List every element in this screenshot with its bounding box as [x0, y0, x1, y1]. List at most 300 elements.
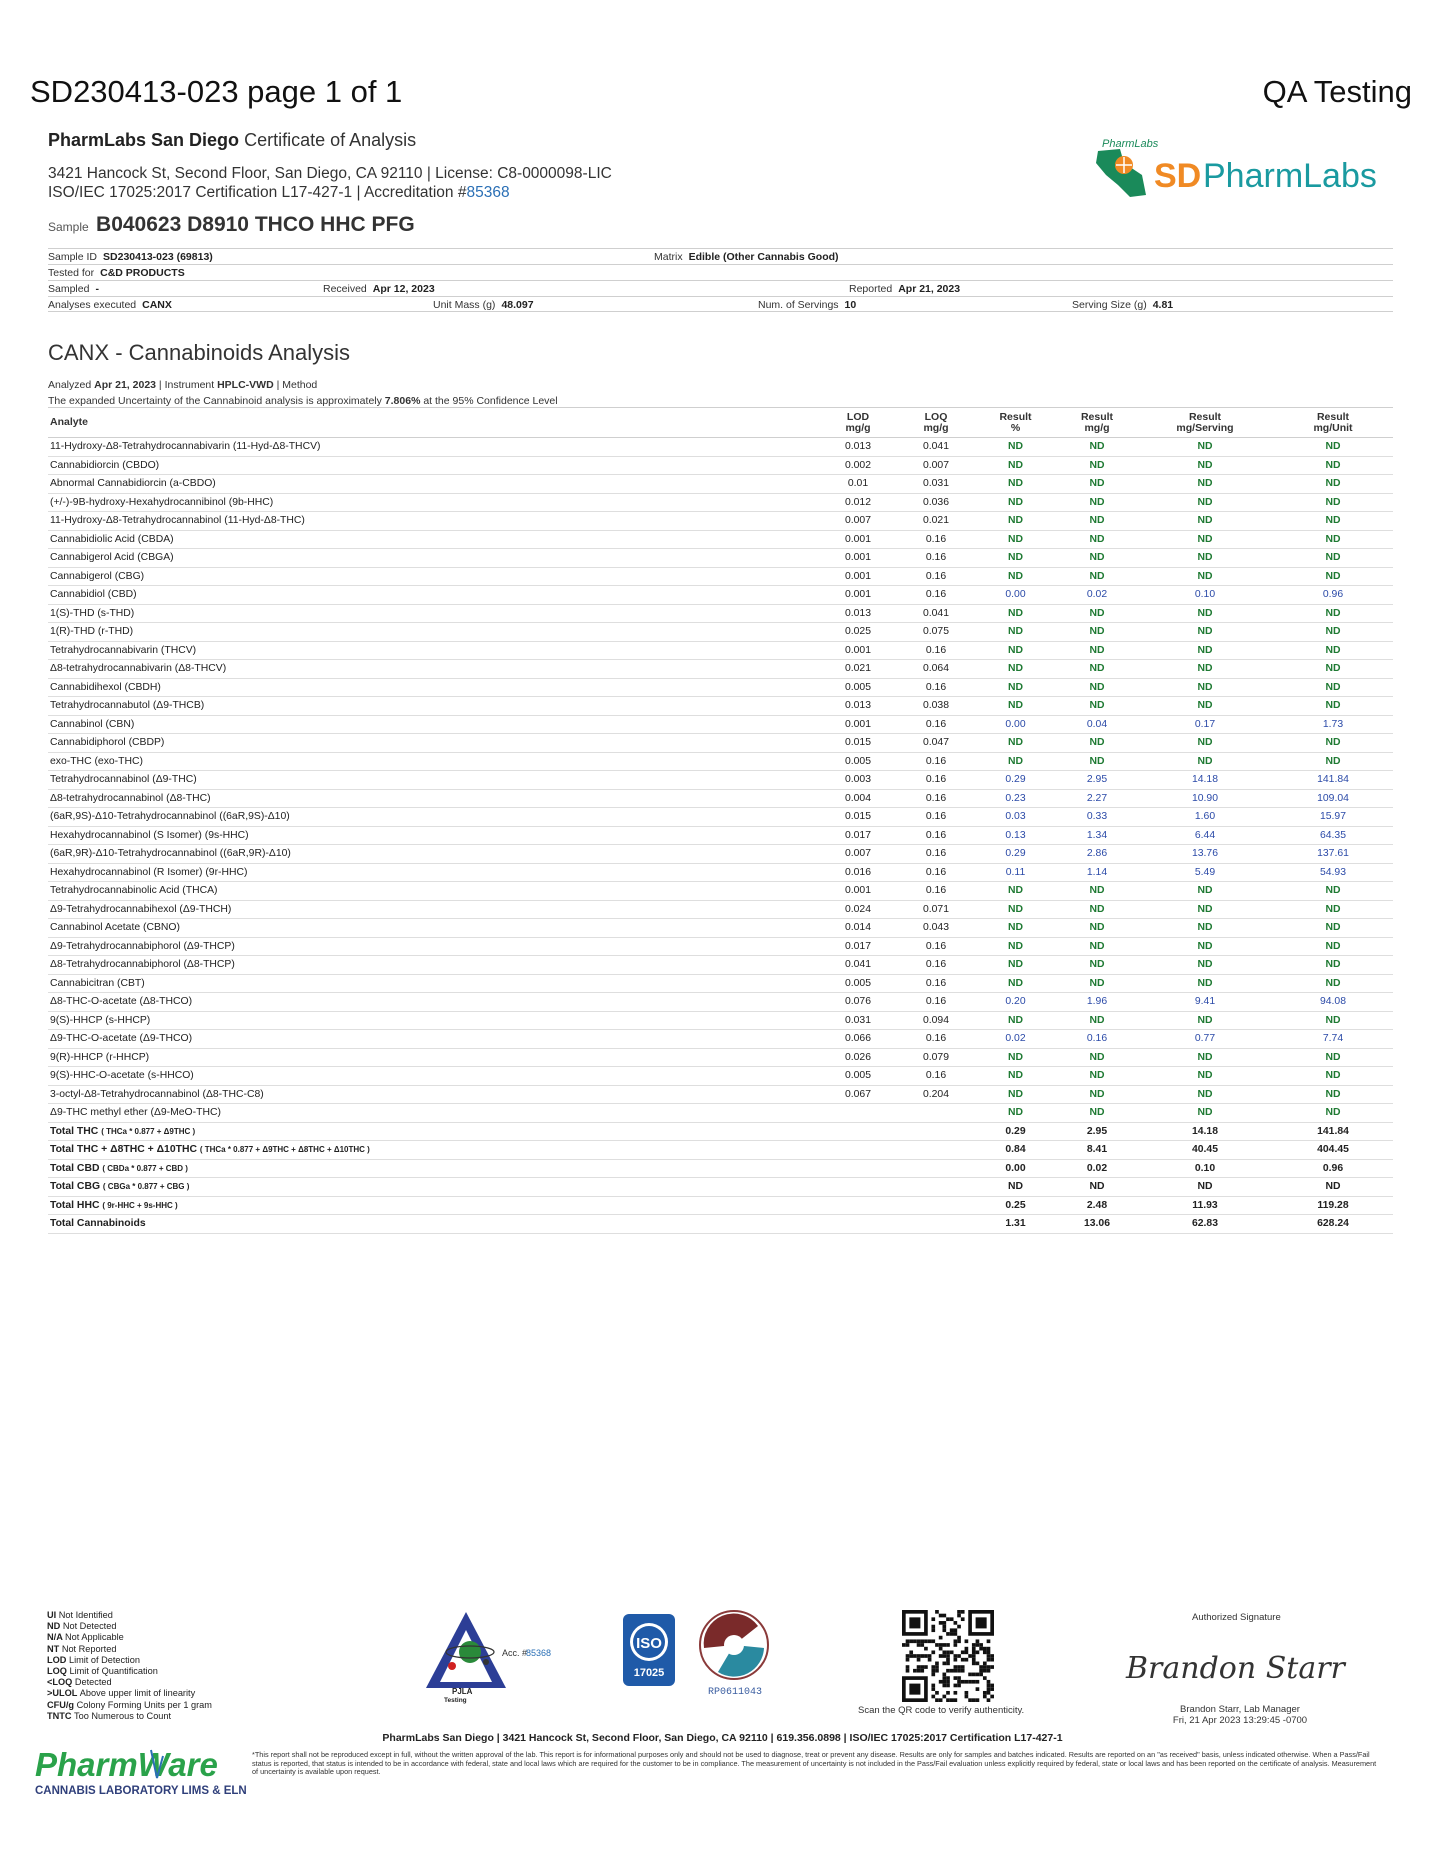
pjla-sub: Testing — [444, 1697, 467, 1704]
table-cell: 0.04 — [1057, 715, 1137, 734]
matrix-label: Matrix — [654, 251, 683, 263]
table-cell: ND — [1057, 493, 1137, 512]
table-row — [48, 530, 1393, 549]
table-cell: 0.041 — [898, 604, 974, 623]
table-row — [48, 845, 1393, 864]
table-cell: 11.93 — [1137, 1196, 1273, 1215]
table-cell: 137.61 — [1273, 845, 1393, 864]
uncertainty-line: The expanded Uncertainty of the Cannabinoid analysis is approximately 7.806% at the 95% Confidence Level — [48, 395, 558, 407]
report-id-title: SD230413-023 page 1 of 1 — [30, 74, 403, 109]
table-cell: ND — [974, 641, 1057, 660]
table-cell: ND — [1137, 678, 1273, 697]
table-cell: 0.005 — [818, 678, 898, 697]
table-cell: 0.075 — [898, 623, 974, 642]
table-cell: 0.16 — [898, 882, 974, 901]
table-cell: 94.08 — [1273, 993, 1393, 1012]
table-cell: ND — [1273, 1048, 1393, 1067]
legend-item: ND Not Detected — [47, 1621, 117, 1632]
table-cell: 13.06 — [1057, 1215, 1137, 1234]
table-cell: ND — [1137, 530, 1273, 549]
table-cell: 0.00 — [974, 715, 1057, 734]
table-cell: 0.016 — [818, 863, 898, 882]
table-row — [48, 771, 1393, 790]
table-cell: ND — [1057, 678, 1137, 697]
table-cell: 1.73 — [1273, 715, 1393, 734]
table-cell: 0.041 — [818, 956, 898, 975]
table-cell: 6.44 — [1137, 826, 1273, 845]
analyte-name: Δ8-THC-O-acetate (Δ8-THCO) — [48, 993, 818, 1012]
sample-name: B040623 D8910 THCO HHC PFG — [96, 213, 415, 236]
table-cell: 0.16 — [898, 863, 974, 882]
legend-item: <LOQ Detected — [47, 1677, 112, 1688]
table-cell: 0.024 — [818, 900, 898, 919]
table-cell: 0.13 — [974, 826, 1057, 845]
table-row — [48, 863, 1393, 882]
table-cell: 0.094 — [898, 1011, 974, 1030]
analyte-name: Δ9-THC methyl ether (Δ9-MeO-THC) — [48, 1104, 818, 1123]
analyte-name: Tetrahydrocannabinol (Δ9-THC) — [48, 771, 818, 790]
table-row — [48, 956, 1393, 975]
table-cell: 0.16 — [898, 974, 974, 993]
table-cell: 9.41 — [1137, 993, 1273, 1012]
instrument-value: HPLC-VWD — [217, 379, 274, 391]
table-row — [48, 549, 1393, 568]
table-cell: 2.27 — [1057, 789, 1137, 808]
column-header: Result mg/Serving — [1137, 408, 1273, 438]
table-row — [48, 567, 1393, 586]
analyte-name: Tetrahydrocannabutol (Δ9-THCB) — [48, 697, 818, 716]
table-cell — [818, 1196, 898, 1215]
table-cell: 141.84 — [1273, 1122, 1393, 1141]
table-cell: 0.16 — [898, 715, 974, 734]
table-cell: 0.00 — [974, 1159, 1057, 1178]
table-cell: ND — [974, 919, 1057, 938]
legend-item: LOD Limit of Detection — [47, 1654, 140, 1665]
qa-testing-label: QA Testing — [1262, 74, 1412, 109]
logo-sd: SD — [1154, 157, 1202, 195]
table-cell: ND — [974, 937, 1057, 956]
analyte-name: Cannabidiorcin (CBDO) — [48, 456, 818, 475]
table-cell: 8.41 — [1057, 1141, 1137, 1160]
table-cell: 0.02 — [974, 1030, 1057, 1049]
total-row — [48, 1141, 1393, 1160]
table-cell: 0.11 — [974, 863, 1057, 882]
table-cell: 0.96 — [1273, 586, 1393, 605]
analyte-name: Δ8-tetrahydrocannabinol (Δ8-THC) — [48, 789, 818, 808]
table-cell: ND — [974, 623, 1057, 642]
table-cell: 0.007 — [818, 845, 898, 864]
table-cell: ND — [1137, 919, 1273, 938]
table-cell: 0.16 — [898, 1067, 974, 1086]
table-cell: ND — [1137, 1011, 1273, 1030]
table-cell: 0.16 — [898, 993, 974, 1012]
servings-value: 10 — [844, 299, 857, 311]
total-name: Total CBG ( CBGa * 0.877 + CBG ) — [48, 1178, 818, 1197]
table-cell: ND — [1273, 678, 1393, 697]
sampled-label: Sampled — [48, 283, 90, 295]
table-cell: 0.007 — [818, 512, 898, 531]
legend-item: UI Not Identified — [47, 1610, 113, 1620]
table-cell: 0.10 — [1137, 586, 1273, 605]
table-cell: 0.16 — [898, 808, 974, 827]
table-cell: ND — [1273, 438, 1393, 457]
table-cell: ND — [1137, 512, 1273, 531]
table-cell: 0.16 — [898, 549, 974, 568]
table-cell: 62.83 — [1137, 1215, 1273, 1234]
table-cell: 628.24 — [1273, 1215, 1393, 1234]
table-row — [48, 641, 1393, 660]
table-cell: 0.021 — [898, 512, 974, 531]
table-cell: 0.001 — [818, 549, 898, 568]
table-cell: 0.16 — [1057, 1030, 1137, 1049]
table-cell: ND — [1057, 567, 1137, 586]
column-header: Result % — [974, 408, 1057, 438]
analyte-name: Δ9-Tetrahydrocannabihexol (Δ9-THCH) — [48, 900, 818, 919]
table-cell: ND — [1273, 660, 1393, 679]
column-header: Result mg/Unit — [1273, 408, 1393, 438]
total-formula: ( 9r-HHC + 9s-HHC ) — [102, 1200, 178, 1210]
analyte-name: Cannabidiphorol (CBDP) — [48, 734, 818, 753]
total-row — [48, 1215, 1393, 1234]
table-cell: 0.16 — [898, 567, 974, 586]
table-cell: ND — [1273, 1011, 1393, 1030]
table-cell: 0.001 — [818, 641, 898, 660]
sample-id-label: Sample ID — [48, 251, 98, 263]
table-cell — [898, 1178, 974, 1197]
analyte-name: 1(R)-THD (r-THD) — [48, 623, 818, 642]
pjla-acc-label: Acc. # — [502, 1648, 528, 1658]
column-header: Analyte — [48, 408, 818, 438]
analyte-name: Δ9-Tetrahydrocannabiphorol (Δ9-THCP) — [48, 937, 818, 956]
table-row — [48, 919, 1393, 938]
table-cell: ND — [974, 438, 1057, 457]
table-row — [48, 715, 1393, 734]
table-row — [48, 660, 1393, 679]
tested-for-value: C&D PRODUCTS — [100, 267, 185, 279]
table-cell: ND — [1057, 530, 1137, 549]
analyte-name: 3-octyl-Δ8-Tetrahydrocannabinol (Δ8-THC-C8) — [48, 1085, 818, 1104]
table-row — [48, 697, 1393, 716]
table-row — [48, 456, 1393, 475]
analyte-name: Tetrahydrocannabinolic Acid (THCA) — [48, 882, 818, 901]
table-cell — [898, 1159, 974, 1178]
table-cell: ND — [974, 493, 1057, 512]
table-cell: 0.041 — [898, 438, 974, 457]
qr-caption: Scan the QR code to verify authenticity. — [858, 1705, 1025, 1716]
table-cell: 0.29 — [974, 1122, 1057, 1141]
analyte-name: Hexahydrocannabinol (S Isomer) (9s-HHC) — [48, 826, 818, 845]
table-cell: ND — [1273, 919, 1393, 938]
pharmware-tagline: CANNABIS LABORATORY LIMS & ELN — [35, 1785, 247, 1797]
iso-17025-badge — [623, 1614, 675, 1686]
table-cell: 0.29 — [974, 771, 1057, 790]
table-cell: 0.001 — [818, 530, 898, 549]
table-body — [48, 438, 1393, 1234]
meta-row — [48, 264, 1393, 280]
table-cell: ND — [1057, 900, 1137, 919]
table-cell: ND — [974, 530, 1057, 549]
uncertainty-value: 7.806% — [384, 395, 421, 407]
handwritten-signature — [1118, 1636, 1358, 1696]
table-cell: ND — [1057, 438, 1137, 457]
table-cell: 10.90 — [1137, 789, 1273, 808]
table-cell: ND — [1057, 456, 1137, 475]
disclaimer: *This report shall not be reproduced except in full, without the written approval of the lab. This report is for informational purposes only and should not be used to diagnose, treat or prevent any disease. Results are only for samples and batches indicated. Results are reported on an "as received" basis, unless indicated otherwise. When a Pass/Fail status is reported, that status is intended to be in accordance with federal, state and local laws which are required for the customer to be in compliance. The measurement of uncertainty is not included in the Pass/Fail evaluation unless explicitly required by federal, state or local laws and has been reported on the certificate of analysis. Measurement of uncertainty is available upon request. — [252, 1750, 1377, 1777]
table-cell: ND — [1273, 641, 1393, 660]
table-cell — [898, 1104, 974, 1123]
table-cell: ND — [974, 660, 1057, 679]
analyte-name: Cannabidiol (CBD) — [48, 586, 818, 605]
table-cell: ND — [1057, 1048, 1137, 1067]
table-row — [48, 475, 1393, 494]
table-cell — [898, 1215, 974, 1234]
signatory — [1150, 1704, 1330, 1726]
accreditation-link[interactable]: 85368 — [466, 184, 510, 201]
analyte-name: Δ9-THC-O-acetate (Δ9-THCO) — [48, 1030, 818, 1049]
unit-mass-value: 48.097 — [501, 299, 534, 311]
table-cell: 0.031 — [898, 475, 974, 494]
results-table — [48, 407, 1393, 1234]
analysis-instrument-line: Analyzed Apr 21, 2023 | Instrument HPLC-VWD | Method — [48, 379, 318, 391]
table-cell: 64.35 — [1273, 826, 1393, 845]
table-cell: 0.96 — [1273, 1159, 1393, 1178]
legend-item: N/A Not Applicable — [47, 1632, 124, 1643]
analyses-label: Analyses executed — [48, 299, 137, 311]
analysis-info — [48, 377, 558, 409]
table-row — [48, 808, 1393, 827]
table-cell: 109.04 — [1273, 789, 1393, 808]
analyte-name: 11-Hydroxy-Δ8-Tetrahydrocannabivarin (11-Hyd-Δ8-THCV) — [48, 438, 818, 457]
serving-size-label: Serving Size (g) — [1072, 299, 1147, 311]
table-cell: 0.079 — [898, 1048, 974, 1067]
table-cell: 0.16 — [898, 586, 974, 605]
table-row — [48, 1104, 1393, 1123]
table-cell: 0.02 — [1057, 586, 1137, 605]
sample-label: Sample — [48, 220, 89, 234]
table-cell: ND — [1137, 604, 1273, 623]
table-cell: 54.93 — [1273, 863, 1393, 882]
table-cell: 0.77 — [1137, 1030, 1273, 1049]
meta-row — [48, 296, 1393, 312]
table-cell: ND — [1057, 734, 1137, 753]
table-row — [48, 900, 1393, 919]
table-row — [48, 1048, 1393, 1067]
table-cell: 0.004 — [818, 789, 898, 808]
table-cell: 0.015 — [818, 808, 898, 827]
table-row — [48, 734, 1393, 753]
table-cell: 0.001 — [818, 715, 898, 734]
lab-heading — [48, 130, 416, 151]
table-row — [48, 438, 1393, 457]
table-cell: ND — [1057, 512, 1137, 531]
analyte-name: exo-THC (exo-THC) — [48, 752, 818, 771]
table-cell: 0.066 — [818, 1030, 898, 1049]
table-cell — [818, 1215, 898, 1234]
table-cell: 0.007 — [898, 456, 974, 475]
table-cell: ND — [1137, 567, 1273, 586]
table-cell: 0.005 — [818, 974, 898, 993]
table-cell: ND — [1273, 1104, 1393, 1123]
total-name: Total THC + Δ8THC + Δ10THC ( THCa * 0.877 + Δ9THC + Δ8THC + Δ10THC ) — [48, 1141, 818, 1160]
table-cell: ND — [1137, 660, 1273, 679]
table-cell: 2.95 — [1057, 771, 1137, 790]
table-row — [48, 1011, 1393, 1030]
table-cell: ND — [1137, 493, 1273, 512]
table-cell: 14.18 — [1137, 1122, 1273, 1141]
table-cell: 0.013 — [818, 604, 898, 623]
table-row — [48, 789, 1393, 808]
table-cell: 0.204 — [898, 1085, 974, 1104]
table-cell: 141.84 — [1273, 771, 1393, 790]
table-row — [48, 974, 1393, 993]
table-cell: ND — [1137, 752, 1273, 771]
table-cell: ND — [1057, 937, 1137, 956]
table-cell: 0.16 — [898, 937, 974, 956]
table-cell: ND — [1273, 1085, 1393, 1104]
lab-address: 3421 Hancock St, Second Floor, San Diego, CA 92110 | License: C8-0000098-LIC — [48, 165, 612, 182]
table-row — [48, 882, 1393, 901]
table-cell: ND — [1057, 1085, 1137, 1104]
total-formula: ( THCa * 0.877 + Δ9THC + Δ8THC + Δ10THC ) — [199, 1145, 370, 1155]
table-cell: ND — [1057, 549, 1137, 568]
lab-address-block — [48, 164, 612, 202]
table-cell — [818, 1104, 898, 1123]
table-cell: 0.014 — [818, 919, 898, 938]
table-cell: ND — [1273, 734, 1393, 753]
signatory-name: Brandon Starr, Lab Manager — [1180, 1704, 1300, 1715]
table-cell: 0.013 — [818, 438, 898, 457]
table-cell: ND — [974, 900, 1057, 919]
table-cell: 0.23 — [974, 789, 1057, 808]
total-formula: ( CBGa * 0.877 + CBG ) — [102, 1182, 190, 1192]
table-cell: 0.005 — [818, 1067, 898, 1086]
table-cell: 0.076 — [818, 993, 898, 1012]
table-cell: ND — [974, 1048, 1057, 1067]
table-cell: ND — [1057, 660, 1137, 679]
table-cell: 1.31 — [974, 1215, 1057, 1234]
table-cell: 0.043 — [898, 919, 974, 938]
table-cell: 0.84 — [974, 1141, 1057, 1160]
table-cell: ND — [1273, 623, 1393, 642]
table-cell: ND — [1057, 475, 1137, 494]
table-cell: ND — [974, 882, 1057, 901]
table-cell: 0.038 — [898, 697, 974, 716]
table-cell: ND — [1273, 475, 1393, 494]
total-row — [48, 1196, 1393, 1215]
table-cell — [818, 1178, 898, 1197]
table-cell: ND — [974, 956, 1057, 975]
table-cell: 0.036 — [898, 493, 974, 512]
table-row — [48, 1067, 1393, 1086]
table-cell: 0.001 — [818, 882, 898, 901]
lab-name: PharmLabs San Diego — [48, 130, 240, 150]
unit-mass-label: Unit Mass (g) — [433, 299, 496, 311]
table-cell: ND — [974, 456, 1057, 475]
table-cell: ND — [974, 697, 1057, 716]
legend-item: CFU/g Colony Forming Units per 1 gram — [47, 1699, 212, 1710]
globe-icon — [459, 1641, 481, 1663]
table-cell: ND — [1057, 974, 1137, 993]
legend-item: NT Not Reported — [47, 1643, 117, 1654]
table-cell: ND — [1057, 1178, 1137, 1197]
table-cell: 0.005 — [818, 752, 898, 771]
reported-label: Reported — [849, 283, 893, 295]
table-cell: ND — [974, 604, 1057, 623]
table-cell: ND — [974, 734, 1057, 753]
table-cell: ND — [1057, 623, 1137, 642]
analyte-name: Cannabidihexol (CBDH) — [48, 678, 818, 697]
column-header: Result mg/g — [1057, 408, 1137, 438]
table-cell: 0.012 — [818, 493, 898, 512]
table-row — [48, 1030, 1393, 1049]
table-cell: ND — [974, 752, 1057, 771]
pjla-acc-number: 85368 — [526, 1648, 552, 1658]
table-cell: 0.16 — [898, 678, 974, 697]
table-cell: ND — [1273, 752, 1393, 771]
table-cell: ND — [1273, 900, 1393, 919]
table-cell: 13.76 — [1137, 845, 1273, 864]
table-cell: ND — [974, 549, 1057, 568]
analyte-name: Tetrahydrocannabivarin (THCV) — [48, 641, 818, 660]
table-cell: ND — [1137, 475, 1273, 494]
table-cell — [898, 1122, 974, 1141]
total-row — [48, 1122, 1393, 1141]
table-cell: 2.95 — [1057, 1122, 1137, 1141]
table-cell: 0.064 — [898, 660, 974, 679]
analyte-name: Δ8-Tetrahydrocannabiphorol (Δ8-THCP) — [48, 956, 818, 975]
total-row — [48, 1159, 1393, 1178]
table-cell: 0.047 — [898, 734, 974, 753]
pharmware-logo — [33, 1742, 247, 1802]
table-cell: ND — [1273, 567, 1393, 586]
matrix-value: Edible (Other Cannabis Good) — [688, 251, 839, 263]
table-row — [48, 586, 1393, 605]
analyte-name: Cannabidiolic Acid (CBDA) — [48, 530, 818, 549]
sdpharmlabs-logo — [1090, 135, 1390, 207]
meta-row — [48, 280, 1393, 296]
table-cell: 7.74 — [1273, 1030, 1393, 1049]
table-cell: 0.015 — [818, 734, 898, 753]
table-cell: ND — [974, 475, 1057, 494]
table-cell: ND — [1273, 956, 1393, 975]
received-value: Apr 12, 2023 — [372, 283, 435, 295]
svg-text:Brandon Starr: Brandon Starr — [1126, 1651, 1345, 1686]
legend-item: LOQ Limit of Quantification — [47, 1666, 158, 1677]
table-cell: ND — [1137, 1085, 1273, 1104]
table-cell: 0.00 — [974, 586, 1057, 605]
analyte-name: 11-Hydroxy-Δ8-Tetrahydrocannabinol (11-Hyd-Δ8-THC) — [48, 512, 818, 531]
verification-qr-code[interactable] — [902, 1610, 994, 1702]
table-cell: 0.16 — [898, 845, 974, 864]
analyte-name: Cannabigerol (CBG) — [48, 567, 818, 586]
table-cell: 0.001 — [818, 567, 898, 586]
section-title: CANX - Cannabinoids Analysis — [48, 340, 351, 365]
table-cell: 0.16 — [898, 1030, 974, 1049]
table-cell: ND — [1273, 1067, 1393, 1086]
table-cell — [898, 1196, 974, 1215]
table-cell: 0.20 — [974, 993, 1057, 1012]
table-cell: ND — [1137, 438, 1273, 457]
analyte-name: Hexahydrocannabinol (R Isomer) (9r-HHC) — [48, 863, 818, 882]
table-cell: ND — [1273, 456, 1393, 475]
table-cell: ND — [1057, 697, 1137, 716]
analyzed-date: Apr 21, 2023 — [94, 379, 156, 391]
received-label: Received — [323, 283, 367, 295]
legend-item: TNTC Too Numerous to Count — [47, 1710, 172, 1721]
table-cell: 0.17 — [1137, 715, 1273, 734]
table-cell: 0.16 — [898, 752, 974, 771]
analyte-name: 9(R)-HHCP (r-HHCP) — [48, 1048, 818, 1067]
